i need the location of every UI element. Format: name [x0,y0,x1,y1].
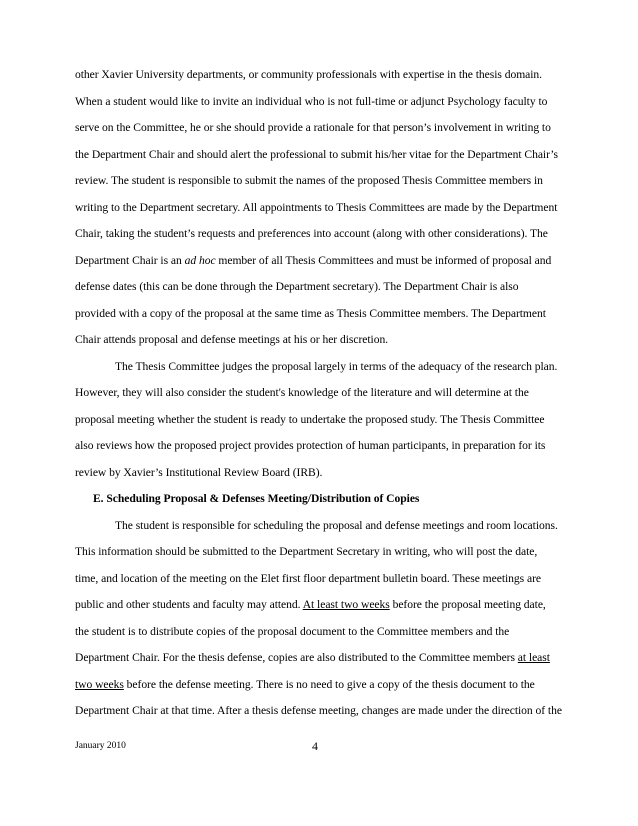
text-line: defense dates (this can be done through the Department secretary). The Department Chair is also [75,280,519,293]
page-number: 4 [312,739,318,753]
text-line: other Xavier University departments, or community professionals with expertise in the thesis domain. [75,68,543,81]
text-line: When a student would like to invite an individual who is not full-time or adjunct Psychology faculty to [75,94,548,108]
text-line [75,678,575,705]
text-line: also reviews how the proposed project provides protection of human participants, in preparation for its [75,439,546,452]
text-line: Department Chair at that time. After a thesis defense meeting, changes are made under the direction of the [75,704,562,717]
body-text [75,68,575,731]
text-run: before the defense meeting. There is no need to give a copy of the thesis document to the [123,677,535,691]
text-line: review. The student is responsible to submit the names of the proposed Thesis Committee members in [75,174,543,187]
text-line: proposal meeting whether the student is ready to undertake the proposed study. The Thesis Committee [75,412,545,426]
underlined-text: at least [517,651,550,664]
text-run: before the proposal meeting date, [389,598,546,611]
text-run: public and other students and faculty may attend. [75,598,303,611]
text-line: provided with a copy of the proposal at the same time as Thesis Committee members. The Department [75,306,546,320]
text-line [75,254,575,281]
text-line: Chair attends proposal and defense meetings at his or her discretion. [75,333,389,346]
text-line: time, and location of the meeting on the Elet first floor department bulletin board. These meetings are [75,571,541,585]
text-run: Department Chair is an [75,253,185,267]
text-line [75,651,575,678]
text-line [75,598,575,625]
text-line: However, they will also consider the student's knowledge of the literature and will determine at the [75,386,529,399]
text-line: Chair, taking the student’s requests and preferences into account (along with other considerations). The [75,227,548,240]
underlined-text: At least two weeks [302,598,390,611]
section-heading: E. Scheduling Proposal & Defenses Meeting/Distribution of Copies [93,492,420,505]
text-line: the Department Chair and should alert the professional to submit his/her vitae for the Department Chair’s [75,147,558,161]
paragraph-start-line: The Thesis Committee judges the proposal largely in terms of the adequacy of the research plan. [115,359,558,373]
underlined-text: two weeks [75,677,124,691]
text-line: This information should be submitted to the Department Secretary in writing, who will post the date, [75,545,538,558]
text-line: serve on the Committee, he or she should provide a rationale for that person’s involvement in writing to [75,121,551,134]
text-line: writing to the Department secretary. All appointments to Thesis Committees are made by the Department [75,200,558,214]
italic-term: ad hoc [184,253,216,267]
text-run: member of all Thesis Committees and must be informed of proposal and [215,253,552,267]
text-run: Department Chair. For the thesis defense, copies are also distributed to the Committee members [75,651,518,664]
footer-date: January 2010 [75,741,126,751]
text-line: review by Xavier’s Institutional Review Board (IRB). [75,465,323,479]
text-line: the student is to distribute copies of the proposal document to the Committee members and the [75,624,510,638]
paragraph-start-line: The student is responsible for scheduling the proposal and defense meetings and room locations. [115,518,558,532]
